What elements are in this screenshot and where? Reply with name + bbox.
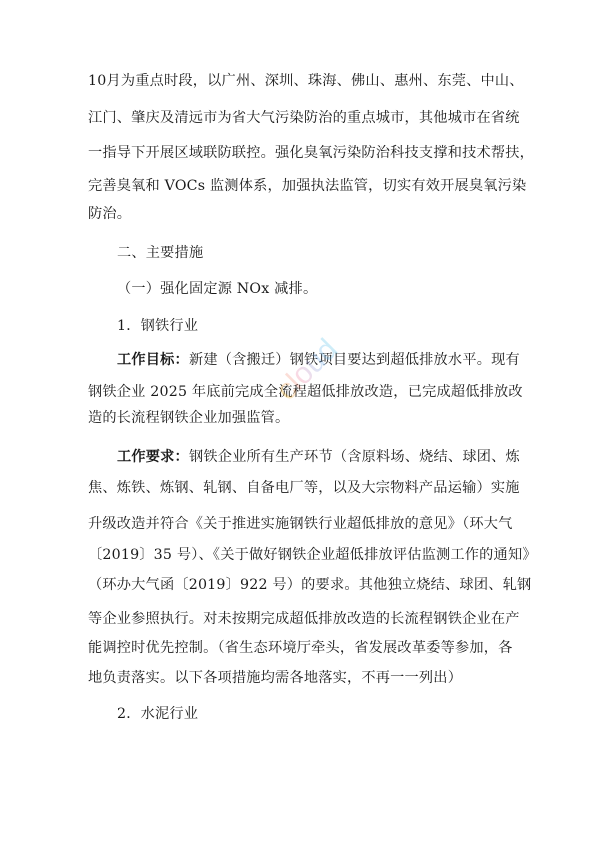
requirement-text: 钢铁企业所有生产环节（含原料场、烧结、球团、炼	[188, 449, 520, 465]
target-line: 造的长流程钢铁企业加强监管。	[88, 410, 290, 426]
target-line: 钢铁企业 2025 年底前完成全流程超低排放改造，已完成超低排放改	[88, 384, 523, 400]
watermark-text: cloud	[269, 332, 344, 407]
item-heading-steel: 1．钢铁行业	[117, 318, 199, 334]
target-line	[117, 350, 520, 370]
target-text: 新建（含搬迁）钢铁项目要达到超低排放水平。现有	[188, 352, 520, 368]
requirement-line: 能调控时优先控制。（省生态环境厅牵头，省发展改革委等参加，各	[88, 640, 513, 656]
requirement-line: （环办大气函〔2019〕922 号）的要求。其他独立烧结、球团、轧钢	[88, 577, 532, 593]
subsection-heading: （一）强化固定源 NOx 减排。	[117, 281, 318, 297]
requirement-label: 工作要求：	[117, 449, 189, 465]
paragraph-line: 防治。	[88, 206, 132, 222]
requirement-line: 等企业参照执行。对未按期完成超低排放改造的长流程钢铁企业在产	[88, 611, 520, 627]
paragraph-line: 10月为重点时段，以广州、深圳、珠海、佛山、惠州、东莞、中山、	[88, 73, 524, 89]
target-label: 工作目标：	[117, 352, 189, 368]
requirement-line: 焦、炼铁、炼钢、轧钢、自备电厂等，以及大宗物料产品运输）实施	[88, 480, 520, 496]
requirement-line: 〔2019〕35 号）、《关于做好钢铁企业超低排放评估监测工作的通知》	[88, 547, 537, 563]
requirement-line	[117, 447, 520, 467]
requirement-line: 地负责落实。以下各项措施均需各地落实，不再一一列出）	[88, 670, 463, 686]
paragraph-line: 完善臭氧和 VOCs 监测体系，加强执法监管，切实有效开展臭氧污染	[88, 178, 527, 194]
requirement-line: 升级改造并符合《关于推进实施钢铁行业超低排放的意见》（环大气	[88, 516, 513, 532]
item-heading-cement: 2．水泥行业	[117, 706, 199, 722]
paragraph-line: 一指导下开展区域联防联控。强化臭氧污染防治科技支撑和技术帮扶，	[88, 145, 535, 161]
paragraph-line: 江门、肇庆及清远市为省大气污染防治的重点城市，其他城市在省统	[88, 110, 520, 126]
section-heading: 二、主要措施	[117, 245, 204, 261]
